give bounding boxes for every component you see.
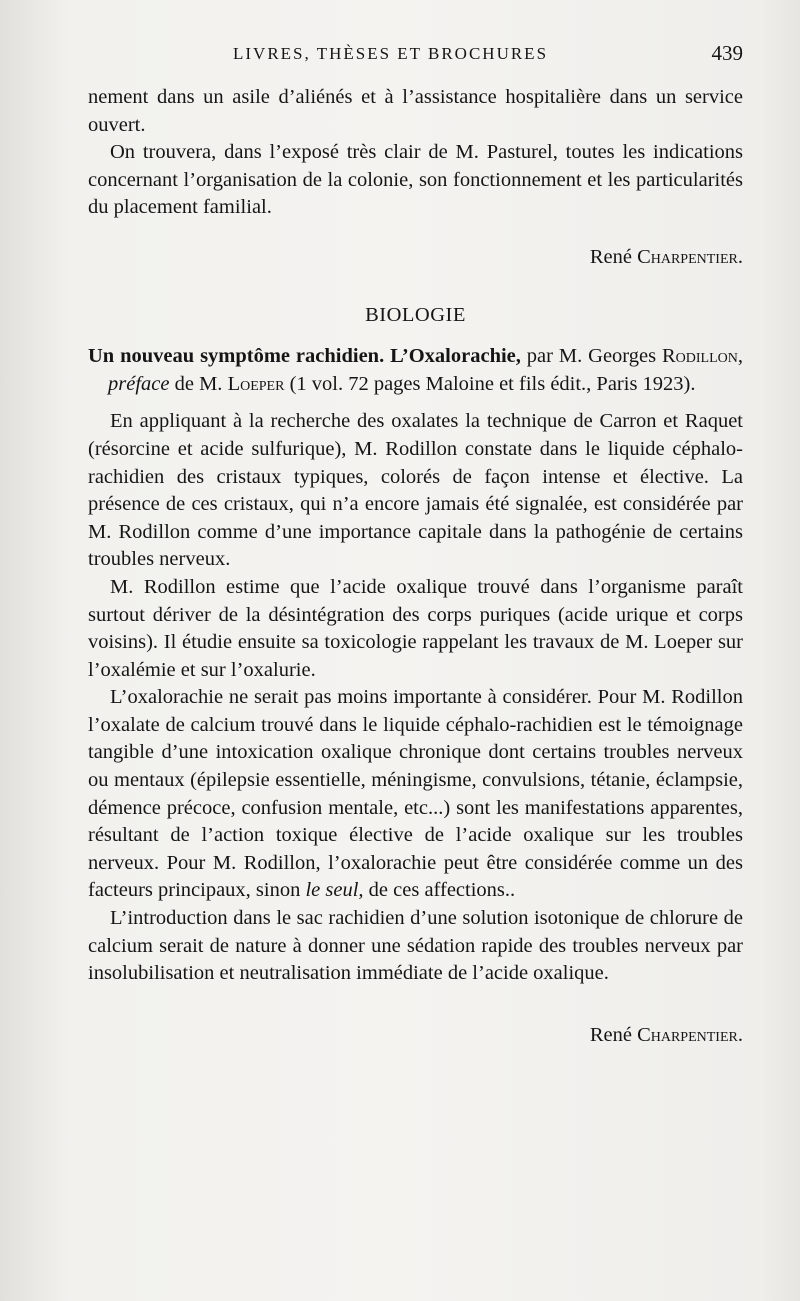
book-publication-info: (1 vol. 72 pages Maloine et fils édit., Paris 1923). — [289, 372, 696, 395]
book-author: Rodillon, — [661, 345, 743, 368]
signature-last-name: Charpentier. — [637, 245, 743, 268]
review-paragraph-4: L’introduction dans le sac rachidien d’une solution isotonique de chlorure de calcium serait de nature à donner une sédation rapide des troubles nerveux par insolubilisation et neutralisation immédiate de l’acide oxalique. — [88, 907, 743, 985]
page-header — [88, 41, 743, 74]
signature-first-name: René — [589, 245, 632, 268]
page-number: 439 — [711, 41, 743, 65]
continuation-paragraph: nement dans un asile d’aliénés et à l’assistance hospitalière dans un service ouvert. — [88, 86, 743, 136]
signature-second-review — [88, 1022, 743, 1050]
review-paragraph-3 — [88, 684, 743, 905]
placement-paragraph: On trouvera, dans l’exposé très clair de M. Pasturel, toutes les indications concernant l’organisation de la colonie, son fonctionnement et les particularités du placement familial. — [88, 141, 743, 219]
book-preface-author: Loeper — [227, 372, 285, 395]
signature-first-name-2: René — [589, 1023, 632, 1046]
page-content — [88, 84, 743, 1049]
running-title: LIVRES, THÈSES ET BROCHURES — [233, 44, 549, 63]
signature-first-review — [88, 244, 743, 272]
section-title: BIOLOGIE — [365, 303, 466, 326]
book-title: Un nouveau symptôme rachidien. L’Oxalorachie, — [88, 345, 521, 368]
review-paragraph-3-end: de ces affections.. — [368, 879, 516, 902]
book-preface: préface — [108, 372, 170, 395]
signature-last-name-2: Charpentier. — [637, 1023, 743, 1046]
review-paragraph-3-text: L’oxalorachie ne serait pas moins importante à considérer. Pour M. Rodillon l’oxalate de calcium trouvé dans le liquide céphalo-rachidien est le témoignage tangible d’une intoxication oxalique chronique dont certains troubles nerveux ou mentaux (épilepsie essentielle, méningisme, convulsions, tétanie, éclampsie, démence précoce, confusion mentale, etc...) sont les manifestations apparentes, résultant de l’action toxique élective de l’acide oxalique sur les troubles nerveux. Pour M. Rodillon, l’oxalorachie peut être considérée comme un des facteurs principaux, sinon — [88, 686, 743, 902]
book-by: par M. Georges — [526, 345, 657, 368]
review-paragraph-3-emphasis: le seul, — [305, 879, 364, 902]
book-preface-by: de M. — [174, 372, 223, 395]
review-paragraph-1: En appliquant à la recherche des oxalates la technique de Carron et Raquet (résorcine et acide sulfurique), M. Rodillon constate dans le liquide céphalo-rachidien des cristaux typiques, colorés de façon intense et élective. La présence de ces cristaux, qui n’a encore jamais été signalée, est considérée par M. Rodillon comme d’une importance capitale dans la pathogénie de certains troubles nerveux. — [88, 410, 743, 571]
review-paragraph-2: M. Rodillon estime que l’acide oxalique trouvé dans l’organisme paraît surtout dériver de la désintégration des corps puriques (acide urique et corps voisins). Il étudie ensuite sa toxicologie rappelant les travaux de M. Loeper sur l’oxalémie et sur l’oxalurie. — [88, 575, 743, 681]
review-heading — [88, 343, 743, 398]
